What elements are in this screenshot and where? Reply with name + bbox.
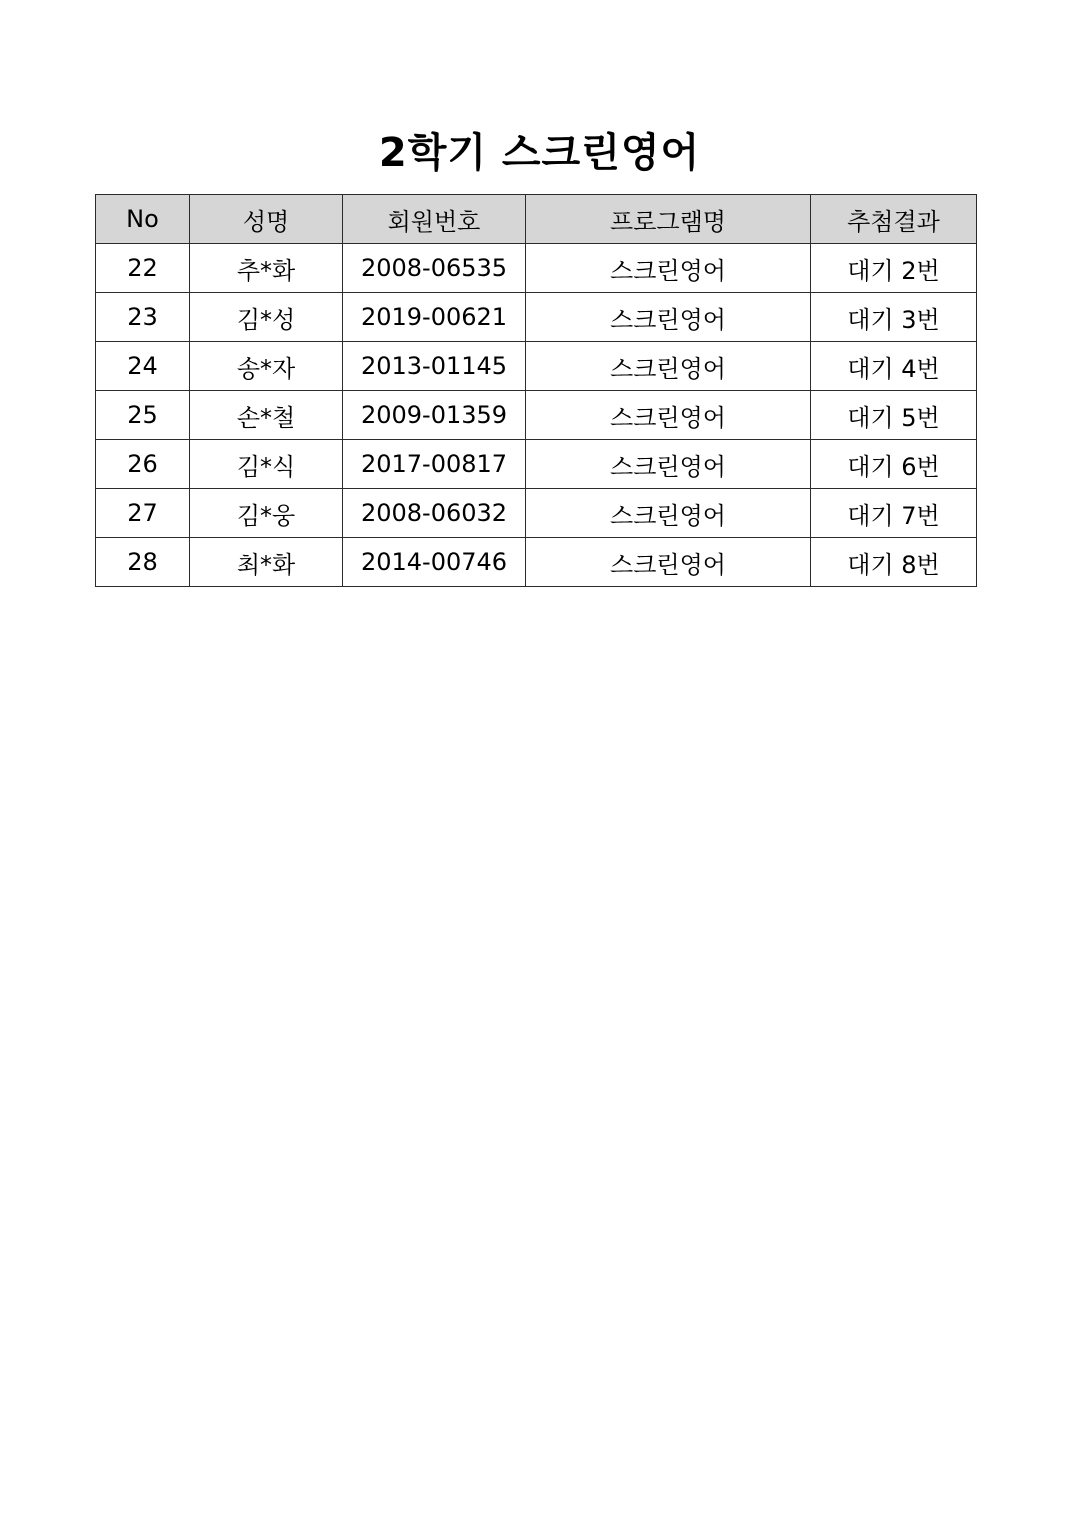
cell-no: 24	[96, 342, 190, 391]
page-title: 2학기 스크린영어	[378, 129, 701, 176]
cell-no: 25	[96, 391, 190, 440]
cell-member-number: 2008-06535	[343, 244, 526, 293]
table-row	[96, 391, 977, 440]
cell-program-name: 스크린영어	[526, 244, 811, 293]
cell-name: 김*성	[190, 293, 343, 342]
cell-member-number: 2013-01145	[343, 342, 526, 391]
cell-no: 22	[96, 244, 190, 293]
cell-name: 손*철	[190, 391, 343, 440]
cell-program-name: 스크린영어	[526, 440, 811, 489]
table-row	[96, 342, 977, 391]
cell-member-number: 2019-00621	[343, 293, 526, 342]
table-row	[96, 293, 977, 342]
cell-program-name: 스크린영어	[526, 489, 811, 538]
cell-lottery-result: 대기 8번	[811, 538, 977, 587]
header-name: 성명	[190, 195, 343, 244]
header-program-name: 프로그램명	[526, 195, 811, 244]
cell-no: 27	[96, 489, 190, 538]
cell-lottery-result: 대기 2번	[811, 244, 977, 293]
cell-name: 최*화	[190, 538, 343, 587]
cell-program-name: 스크린영어	[526, 342, 811, 391]
cell-lottery-result: 대기 6번	[811, 440, 977, 489]
cell-program-name: 스크린영어	[526, 391, 811, 440]
cell-lottery-result: 대기 3번	[811, 293, 977, 342]
cell-member-number: 2008-06032	[343, 489, 526, 538]
cell-lottery-result: 대기 5번	[811, 391, 977, 440]
cell-name: 김*식	[190, 440, 343, 489]
header-no: No	[96, 195, 190, 244]
cell-name: 추*화	[190, 244, 343, 293]
cell-member-number: 2014-00746	[343, 538, 526, 587]
cell-lottery-result: 대기 4번	[811, 342, 977, 391]
header-member-number: 회원번호	[343, 195, 526, 244]
cell-member-number: 2009-01359	[343, 391, 526, 440]
cell-program-name: 스크린영어	[526, 293, 811, 342]
cell-no: 26	[96, 440, 190, 489]
cell-no: 23	[96, 293, 190, 342]
cell-name: 송*자	[190, 342, 343, 391]
cell-name: 김*웅	[190, 489, 343, 538]
table-row	[96, 440, 977, 489]
table-header-row	[96, 195, 977, 244]
cell-lottery-result: 대기 7번	[811, 489, 977, 538]
cell-member-number: 2017-00817	[343, 440, 526, 489]
lottery-result-table	[95, 194, 977, 587]
table-row	[96, 244, 977, 293]
header-lottery-result: 추첨결과	[811, 195, 977, 244]
table-row	[96, 489, 977, 538]
table-row	[96, 538, 977, 587]
cell-no: 28	[96, 538, 190, 587]
cell-program-name: 스크린영어	[526, 538, 811, 587]
